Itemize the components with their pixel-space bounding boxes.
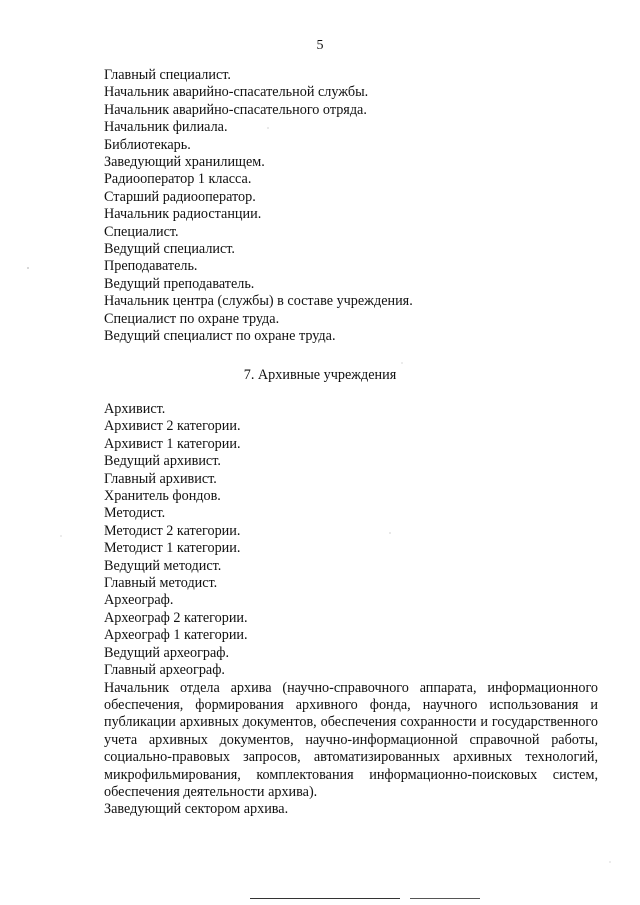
list-item: Археограф 2 категории. <box>104 609 248 626</box>
scan-edge-line <box>250 898 400 899</box>
list-item: Специалист. <box>104 223 179 240</box>
position-list-archives <box>104 401 598 819</box>
page-number: 5 <box>316 38 324 53</box>
list-item: Заведующий хранилищем. <box>104 154 265 171</box>
list-item: Библиотекарь. <box>104 136 191 153</box>
list-item: Ведущий специалист по охране труда. <box>104 328 336 345</box>
list-item: Ведущий специалист. <box>104 241 235 258</box>
list-item: Методист 2 категории. <box>104 522 241 539</box>
list-item: Начальник радиостанции. <box>104 206 262 223</box>
list-item: Начальник филиала. <box>104 119 228 136</box>
list-item: Начальник центра (службы) в составе учреждения. <box>104 293 413 310</box>
list-item: Археограф 1 категории. <box>104 627 248 644</box>
list-item: Ведущий археограф. <box>104 644 230 661</box>
list-item: Методист. <box>104 505 166 522</box>
section-heading: 7. Архивные учреждения <box>243 367 397 383</box>
list-item: Старший радиооператор. <box>104 188 256 205</box>
list-item: Методист 1 категории. <box>104 540 241 557</box>
list-item: Ведущий архивист. <box>104 453 221 470</box>
scan-edge-line <box>410 898 480 899</box>
list-item: Преподаватель. <box>104 258 198 275</box>
list-item: Главный специалист. <box>104 67 231 83</box>
list-item: Главный методист. <box>104 575 218 592</box>
list-item: Специалист по охране труда. <box>104 310 280 327</box>
long-list-item: Начальник отдела архива (научно-справочного аппарата, информационного обеспечения, формирования архивного фонда, научного использования и публикации архивных документов, обеспечения сохранности и государственного учета архивных документов, научно-информационной справочной работы, социально-правовых запросов, автоматизированных архивных технологий, микрофильмирования, комплектования информационно-поисковых систем, обеспечения деятельности архива). <box>104 679 598 800</box>
list-item: Архивист 1 категории. <box>104 435 241 452</box>
position-list-general <box>104 67 598 346</box>
list-item: Архивист 2 категории. <box>104 418 241 435</box>
list-item: Заведующий сектором архива. <box>104 801 289 818</box>
list-item: Ведущий методист. <box>104 557 222 574</box>
list-item: Начальник аварийно-спасательной службы. <box>104 84 369 101</box>
list-item: Радиооператор 1 класса. <box>104 171 252 188</box>
list-item: Архивист. <box>104 401 166 417</box>
list-item: Главный архивист. <box>104 470 217 487</box>
list-item: Главный археограф. <box>104 662 225 679</box>
list-item: Археограф. <box>104 592 174 609</box>
list-item: Ведущий преподаватель. <box>104 275 255 292</box>
list-item: Начальник аварийно-спасательного отряда. <box>104 101 367 118</box>
list-item: Хранитель фондов. <box>104 488 221 505</box>
